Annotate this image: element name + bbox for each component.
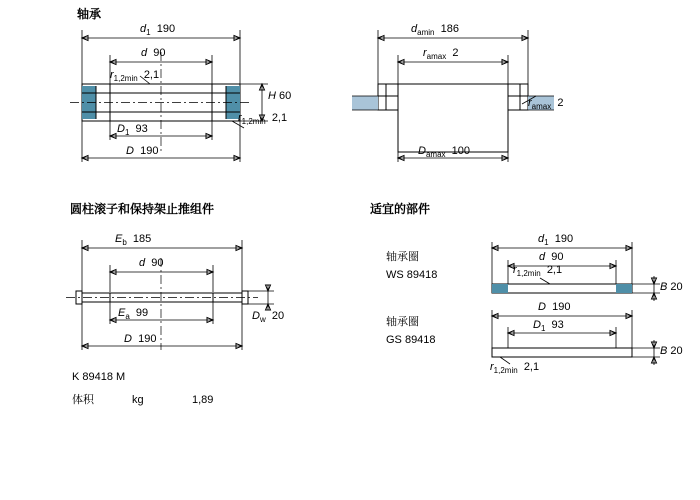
dim-Damax-symbol: D xyxy=(418,145,426,157)
washer-ws-dim-d-value: 90 xyxy=(551,251,564,263)
dim-D1-value: 93 xyxy=(135,123,148,135)
dim-Eb-value: 185 xyxy=(132,233,152,245)
dim-cage-d-symbol: d xyxy=(139,257,146,269)
dim-r12min-top-value: 2,1 xyxy=(143,69,160,81)
dim-Damax-sub: amax xyxy=(425,150,446,160)
washer-ws-caption-line1: 轴承圈 xyxy=(386,251,419,263)
dim-ramax-side-symbol: r xyxy=(528,97,532,109)
washer-ws-dim-d1-symbol: d xyxy=(538,233,545,245)
dim-Ea-symbol: E xyxy=(118,307,126,319)
washer-ws-caption-line2: WS 89418 xyxy=(386,269,438,281)
washer-ws-dim-B-symbol: B xyxy=(660,281,668,293)
dim-Damax-label xyxy=(418,146,470,159)
washer-ws-dim-r-label xyxy=(513,265,562,278)
washer-ws-dim-d-label xyxy=(539,252,564,263)
dim-Ea-sub: a xyxy=(125,312,130,322)
dim-Eb-label xyxy=(115,234,151,247)
dim-Dw-label xyxy=(252,311,284,324)
dim-Dw-symbol: D xyxy=(252,310,260,322)
dim-d-value: 90 xyxy=(153,47,166,59)
dim-r12min-top-symbol: r xyxy=(110,69,114,81)
mass-label: 体积 xyxy=(72,394,94,406)
dim-Dw-value: 20 xyxy=(271,310,285,322)
dim-d1-label xyxy=(140,24,175,37)
dim-Ea-value: 99 xyxy=(135,307,149,319)
washer-gs-caption-line1: 轴承圈 xyxy=(386,316,419,328)
dim-ramax-top-sub: amax xyxy=(426,52,447,62)
dim-Eb-sub: b xyxy=(122,238,127,248)
washer-gs-dim-D1-symbol: D xyxy=(533,319,541,331)
dim-D1-symbol: D xyxy=(117,123,125,135)
dim-Eb-symbol: E xyxy=(115,233,123,245)
washer-gs-dim-r-symbol: r xyxy=(490,361,494,373)
dim-ramax-side-value: 2 xyxy=(557,97,564,109)
dim-D-symbol: D xyxy=(126,145,134,157)
dim-damin-symbol: d xyxy=(411,23,418,35)
dim-D-value: 190 xyxy=(140,145,159,157)
dim-ramax-top-value: 2 xyxy=(452,47,459,59)
dim-H-symbol: H xyxy=(268,90,276,102)
dim-cage-D-symbol: D xyxy=(124,333,132,345)
dim-r12min-bottom-sub: 1,2min xyxy=(241,117,266,127)
dim-d1-sub: 1 xyxy=(146,28,151,38)
dim-r12min-bottom-label xyxy=(238,113,287,126)
washer-gs-dim-D-symbol: D xyxy=(538,301,546,313)
washer-gs-caption-line2: GS 89418 xyxy=(386,334,436,346)
washer-gs-dim-r-label xyxy=(490,362,539,375)
section-title-suitable-parts: 适宜的部件 xyxy=(370,202,431,216)
dim-D1-label xyxy=(117,124,148,137)
dim-Ea-label xyxy=(118,308,148,321)
washer-gs-dim-D1-value: 93 xyxy=(551,319,564,331)
washer-gs-dim-r-value: 2,1 xyxy=(523,361,540,373)
cage-assembly-drawing xyxy=(66,240,274,350)
dim-cage-d-value: 90 xyxy=(151,257,164,269)
dim-D-label xyxy=(126,146,158,157)
dim-cage-d-label xyxy=(139,258,164,269)
dim-ramax-top-label xyxy=(423,48,458,61)
dim-damin-value: 186 xyxy=(440,23,459,35)
washer-ws-dim-B-value: 20 xyxy=(670,281,683,293)
washer-gs-dim-r-sub: 1,2min xyxy=(493,366,518,376)
washer-gs-dim-D-label xyxy=(538,302,570,313)
washer-ws-dim-d1-sub: 1 xyxy=(544,238,549,248)
washer-ws-dim-B-label xyxy=(660,282,683,293)
mass-value: 1,89 xyxy=(192,394,214,406)
washer-gs-dim-B-value: 20 xyxy=(670,345,683,357)
dim-cage-D-value: 190 xyxy=(138,333,157,345)
washer-ws-dim-r-value: 2,1 xyxy=(546,264,563,276)
dim-r12min-top-label xyxy=(110,70,159,83)
dim-Dw-sub: w xyxy=(259,315,266,325)
washer-ws-dim-d1-label xyxy=(538,234,573,247)
washer-gs-dim-D1-label xyxy=(533,320,564,333)
dim-H-value: 60 xyxy=(279,90,292,102)
dim-d1-value: 190 xyxy=(156,23,176,35)
dim-cage-D-label xyxy=(124,334,156,345)
dim-d1-symbol: d xyxy=(140,23,147,35)
dim-r12min-top-sub: 1,2min xyxy=(113,74,138,84)
section-title-cage-assembly: 圆柱滚子和保持架止推组件 xyxy=(70,202,215,216)
washer-ws-dim-d1-value: 190 xyxy=(554,233,574,245)
washer-gs-dim-B-label xyxy=(660,346,683,357)
washer-ws-dim-d-symbol: d xyxy=(539,251,546,263)
washer-ws-dim-r-symbol: r xyxy=(513,264,517,276)
dim-Damax-value: 100 xyxy=(451,145,470,157)
dim-d-label xyxy=(141,48,166,59)
dim-r12min-bottom-symbol: r xyxy=(238,112,242,124)
dim-ramax-side-label xyxy=(528,98,563,111)
washer-gs-dim-B-symbol: B xyxy=(660,345,668,357)
mass-unit: kg xyxy=(132,394,144,406)
dim-damin-label xyxy=(411,24,459,37)
dim-ramax-top-symbol: r xyxy=(423,47,427,59)
dim-D1-sub: 1 xyxy=(124,128,130,138)
washer-gs-drawing xyxy=(492,310,660,365)
cage-designation: K 89418 M xyxy=(72,371,126,383)
dim-d-symbol: d xyxy=(141,47,148,59)
dim-ramax-side-sub: amax xyxy=(531,102,552,112)
dim-H-label xyxy=(268,91,291,102)
section-title-bearing: 轴承 xyxy=(77,7,102,21)
washer-gs-dim-D-value: 190 xyxy=(552,301,571,313)
dim-damin-sub: amin xyxy=(417,28,435,38)
washer-gs-dim-D1-sub: 1 xyxy=(540,324,546,334)
bearing-left-drawing xyxy=(70,30,268,162)
dim-r12min-bottom-value: 2,1 xyxy=(271,112,288,124)
washer-ws-dim-r-sub: 1,2min xyxy=(516,269,541,279)
